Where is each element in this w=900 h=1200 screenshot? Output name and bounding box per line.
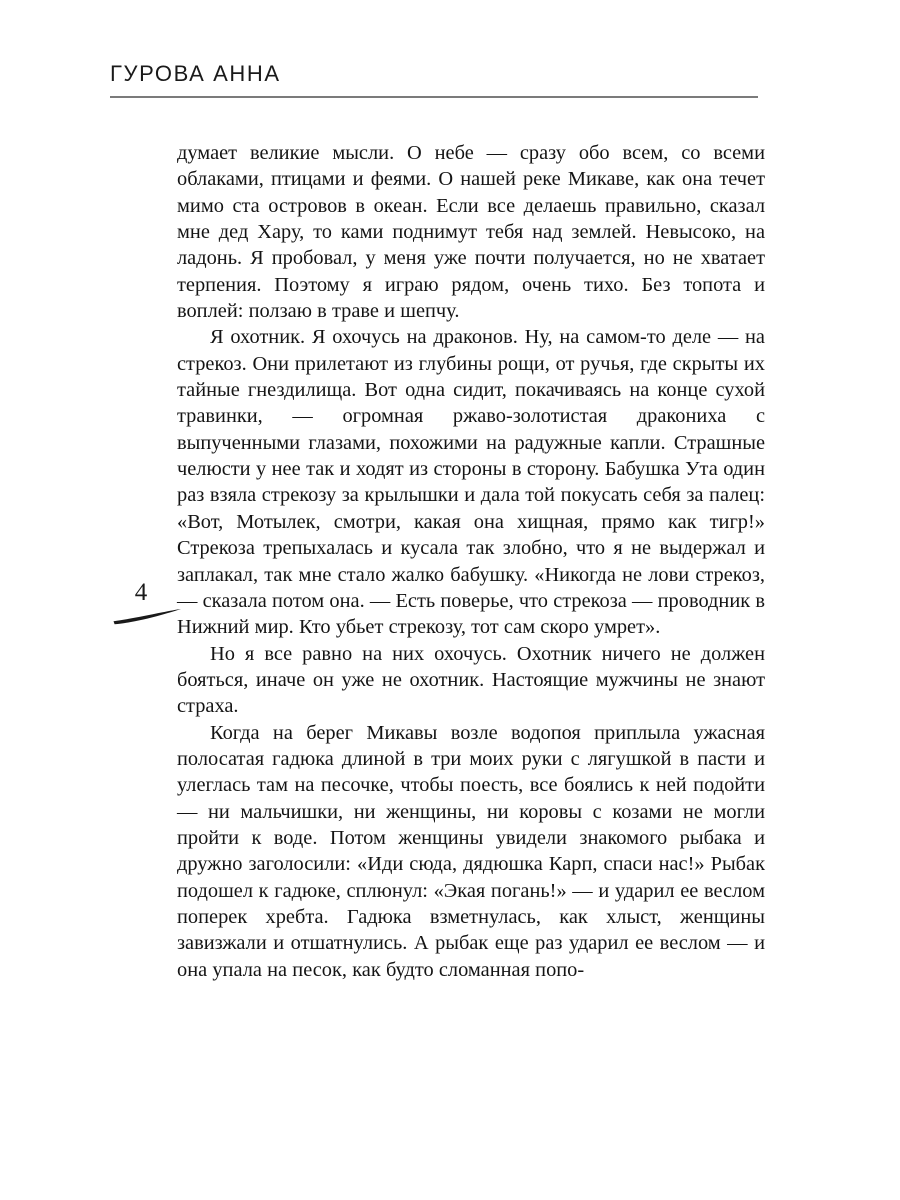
paragraph: Я охотник. Я охочусь на драконов. Ну, на самом-то деле — на стрекоз. Они прилетают из глубины рощи, от ручья, где скрыты их тайные гнездилища. Вот одна сидит, покачиваясь на конце сухой травинки, — огромная ржаво-золотистая дракониха с выпученными глазами, похожими на радужные капли. Страшные челюсти у нее так и ходят из стороны в сторону. Бабушка Ута один раз взяла стрекозу за крылышки и дала той покусать себя за палец: «Вот, Мотылек, смотри, какая она хищная, прямо как тигр!» Стрекоза трепыхалась и кусала так злобно, что я не выдержал и заплакал, так мне стало жалко бабушку. «Никогда не лови стрекоз, — сказала потом она. — Есть поверье, что стрекоза — проводник в Нижний мир. Кто убьет стрекозу, тот сам скоро умрет».: [177, 326, 765, 639]
running-head: [110, 62, 760, 98]
page-number: 4: [134, 579, 148, 606]
swash-ornament-icon: [112, 607, 182, 625]
folio: [112, 580, 184, 632]
running-head-author-name: ГУРОВА АННА: [110, 61, 281, 86]
running-head-divider: [110, 96, 758, 98]
paragraph: Но я все равно на них охочусь. Охотник ничего не должен бояться, иначе он уже не охотник. Настоящие мужчины не знают страха.: [177, 642, 765, 718]
paragraph: думает великие мысли. О небе — сразу обо всем, со всеми облаками, птицами и феями. О нашей реке Микаве, как она течет мимо ста островов в океан. Если все делаешь правильно, сказал мне дед Хару, то ками поднимут тебя над землей. Невысоко, на ладонь. Я пробовал, у меня уже почти получается, но не хватает терпения. Поэтому я играю рядом, очень тихо. Без топота и воплей: ползаю в траве и шепчу.: [177, 142, 765, 323]
body-text-column: [177, 140, 765, 983]
paragraph: Когда на берег Микавы возле водопоя приплыла ужасная полосатая гадюка длиной в три моих руки с лягушкой в пасти и улеглась там на песочке, чтобы поесть, все боялись к ней подойти — ни мальчишки, ни женщины, ни коровы с козами не могли пройти к воде. Потом женщины увидели знакомого рыбака и дружно заголосили: «Иди сюда, дядюшка Карп, спаси нас!» Рыбак подошел к гадюке, сплюнул: «Экая погань!» — и ударил ее веслом поперек хребта. Гадюка взметнулась, как хлыст, женщины завизжали и отшатнулись. А рыбак еще раз ударил ее веслом — и она упала на песок, как будто сломанная попо-: [177, 721, 765, 981]
